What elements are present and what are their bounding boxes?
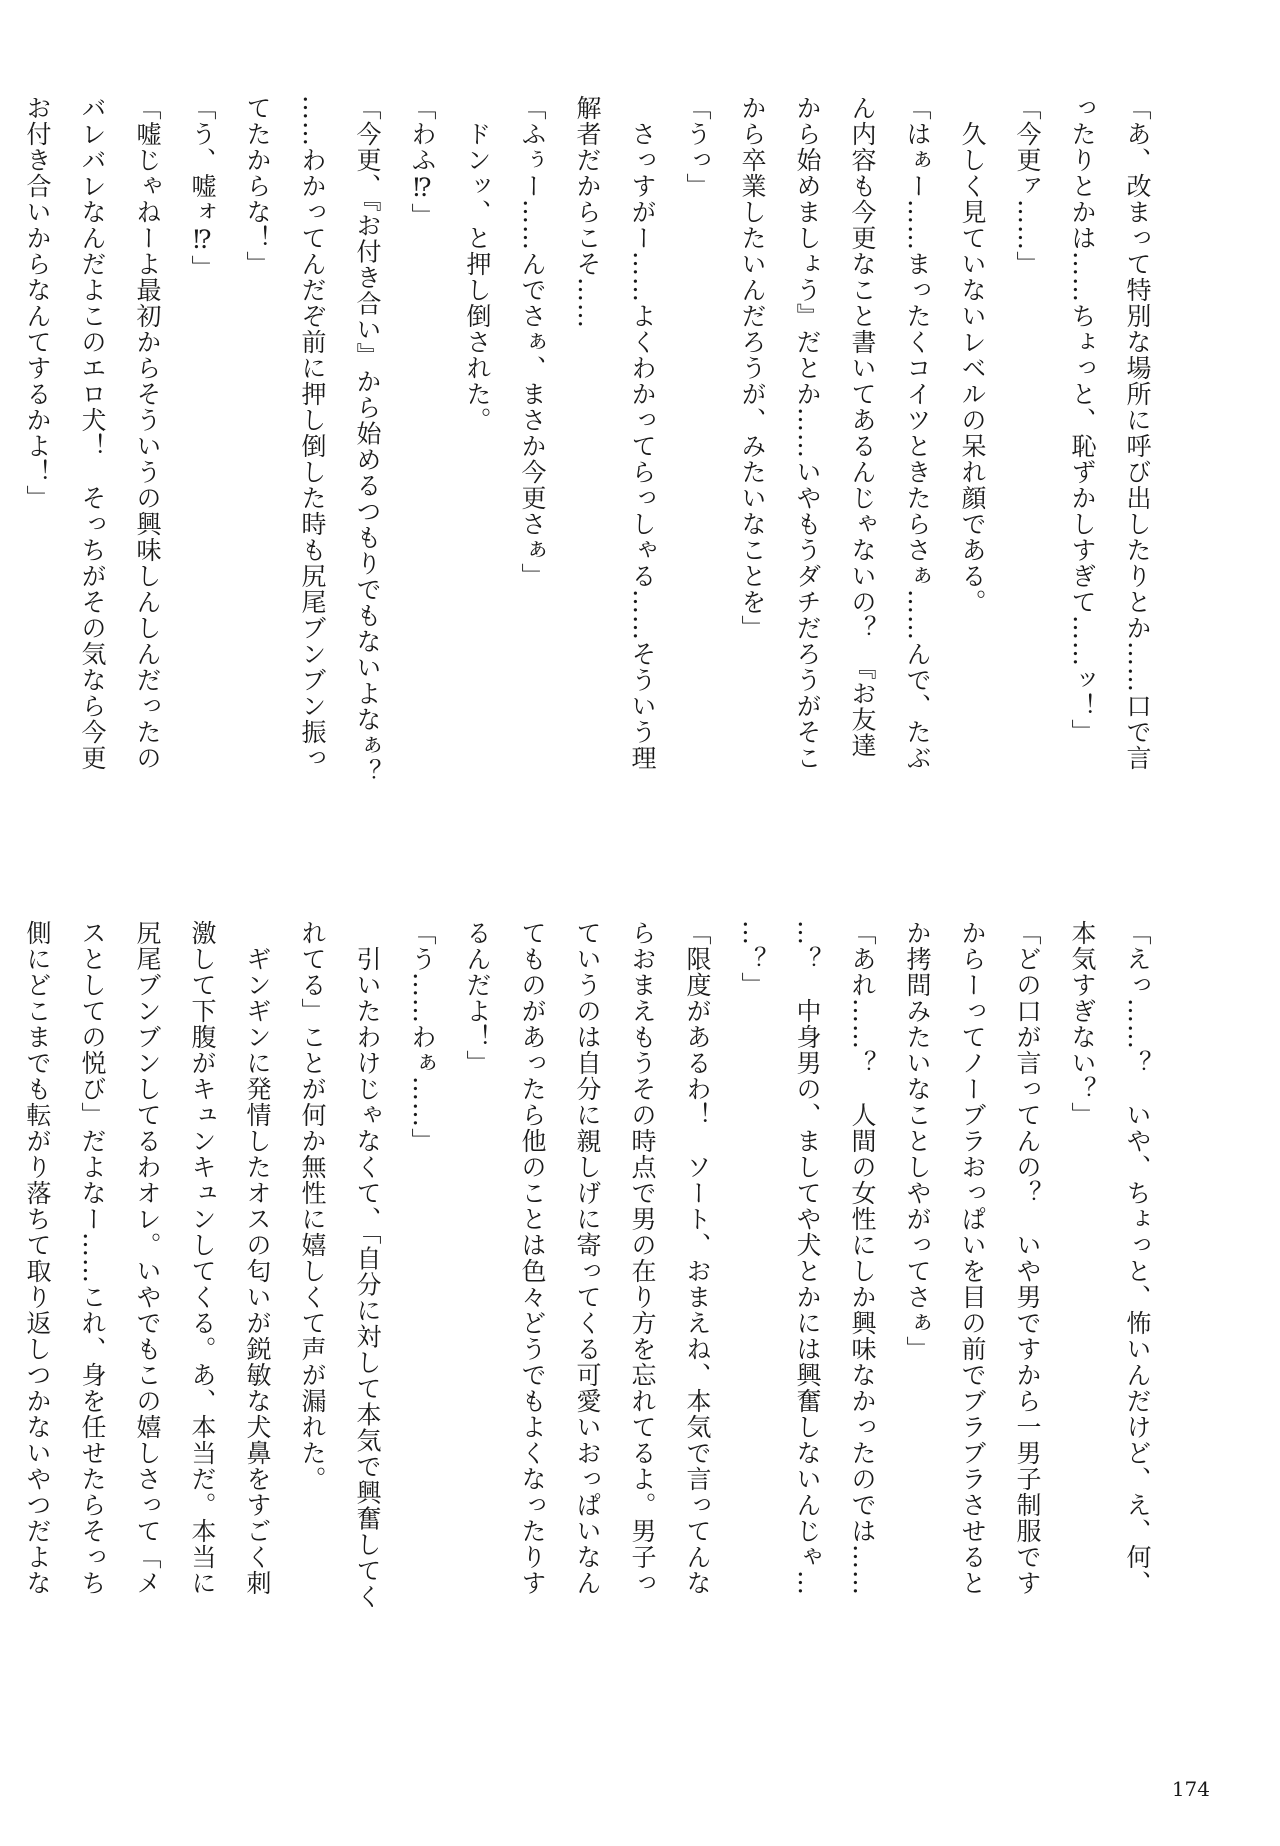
text-line: バレバレなんだよこのエロ犬！ そっちがその気なら今更 — [78, 95, 107, 771]
page-number: 174 — [1171, 1777, 1210, 1801]
text-line: れてる」ことが何か無性に嬉しくて声が漏れた。 — [298, 920, 327, 1492]
upper-text-block — [23, 95, 1165, 855]
lower-text-block — [23, 920, 1165, 1680]
text-line: さっすがー……よくわかってらっしゃる……そういう理 — [628, 95, 657, 771]
text-line: から始めましょう』だとか……いやもうダチだろうがそこ — [793, 95, 822, 771]
text-line: 「嘘じゃねーよ最初からそういうの興味しんしんだったの — [133, 95, 162, 771]
text-line: ん内容も今更なこと書いてあるんじゃないの？ 『お友達 — [848, 95, 877, 759]
text-line: 「あ、改まって特別な場所に呼び出したりとか……口で言 — [1123, 95, 1152, 771]
text-line: 「えっ……？ いや、ちょっと、怖いんだけど、え、何、 — [1123, 920, 1152, 1596]
text-line: ドンッ、と押し倒された。 — [463, 95, 492, 433]
text-line: 「ふぅー……んでさぁ、まさか今更さぁ」 — [518, 95, 547, 589]
text-line: 「今更ァ……」 — [1013, 95, 1042, 277]
text-line: 引いたわけじゃなくて、「自分に対して本気で興奮してく — [353, 920, 382, 1610]
text-line: るんだよ！」 — [463, 920, 492, 1076]
text-line: お付き合いからなんてするかよ！」 — [23, 95, 52, 511]
text-line: 尻尾ブンブンしてるわオレ。いやでもこの嬉しさって「メ — [133, 920, 162, 1596]
text-line: ったりとかは……ちょっと、恥ずかしすぎて……ッ！」 — [1068, 95, 1097, 745]
text-line: 解者だからこそ…… — [573, 95, 602, 329]
text-line: 「どの口が言ってんの？ いや男ですから一男子制服です — [1013, 920, 1042, 1596]
text-line: 側にどこまでも転がり落ちて取り返しつかないやつだよな — [23, 920, 52, 1596]
text-line: ていうのは自分に親しげに寄ってくる可愛いおっぱいなん — [573, 920, 602, 1596]
text-line: から卒業したいんだろうが、みたいなことを」 — [738, 95, 767, 641]
text-line: 久しく見ていないレベルの呆れ顔である。 — [958, 95, 987, 615]
text-line: てたからな！」 — [243, 95, 272, 277]
text-line: 「う、嘘ォ⁉」 — [188, 95, 217, 281]
text-line: ……わかってんだぞ前に押し倒した時も尻尾ブンブン振っ — [298, 95, 327, 771]
text-line: か拷問みたいなことしやがってさぁ」 — [903, 920, 932, 1362]
text-line: 「うっ」 — [683, 95, 712, 199]
text-line: 激して下腹がキュンキュンしてくる。あ、本当だ。本当に — [188, 920, 217, 1596]
text-line: …？」 — [738, 920, 767, 998]
text-line: 「わふ⁉」 — [408, 95, 437, 229]
text-line: ギンギンに発情したオスの匂いが鋭敏な犬鼻をすごく刺 — [243, 920, 272, 1596]
text-line: 「あれ……？ 人間の女性にしか興味なかったのでは…… — [848, 920, 877, 1596]
text-line: らおまえもうその時点で男の在り方を忘れてるよ。男子っ — [628, 920, 657, 1596]
text-line: 本気すぎない？」 — [1068, 920, 1097, 1128]
text-line: スとしての悦び」だよなー……これ、身を任せたらそっち — [78, 920, 107, 1596]
text-line: 「限度があるわ！ ソート、おまえね、本気で言ってんな — [683, 920, 712, 1596]
text-line: 「はぁー……まったくコイツときたらさぁ……んで、たぶ — [903, 95, 932, 771]
text-line: からーってノーブラおっぱいを目の前でブラブラさせると — [958, 920, 987, 1596]
text-line: てものがあったら他のことは色々どうでもよくなったりす — [518, 920, 547, 1596]
text-line: 「う……わぁ……」 — [408, 920, 437, 1154]
text-line: …？ 中身男の、ましてや犬とかには興奮しないんじゃ… — [793, 920, 822, 1596]
text-line: 「今更、『お付き合い』から始めるつもりでもないよなぁ？ — [353, 95, 382, 785]
